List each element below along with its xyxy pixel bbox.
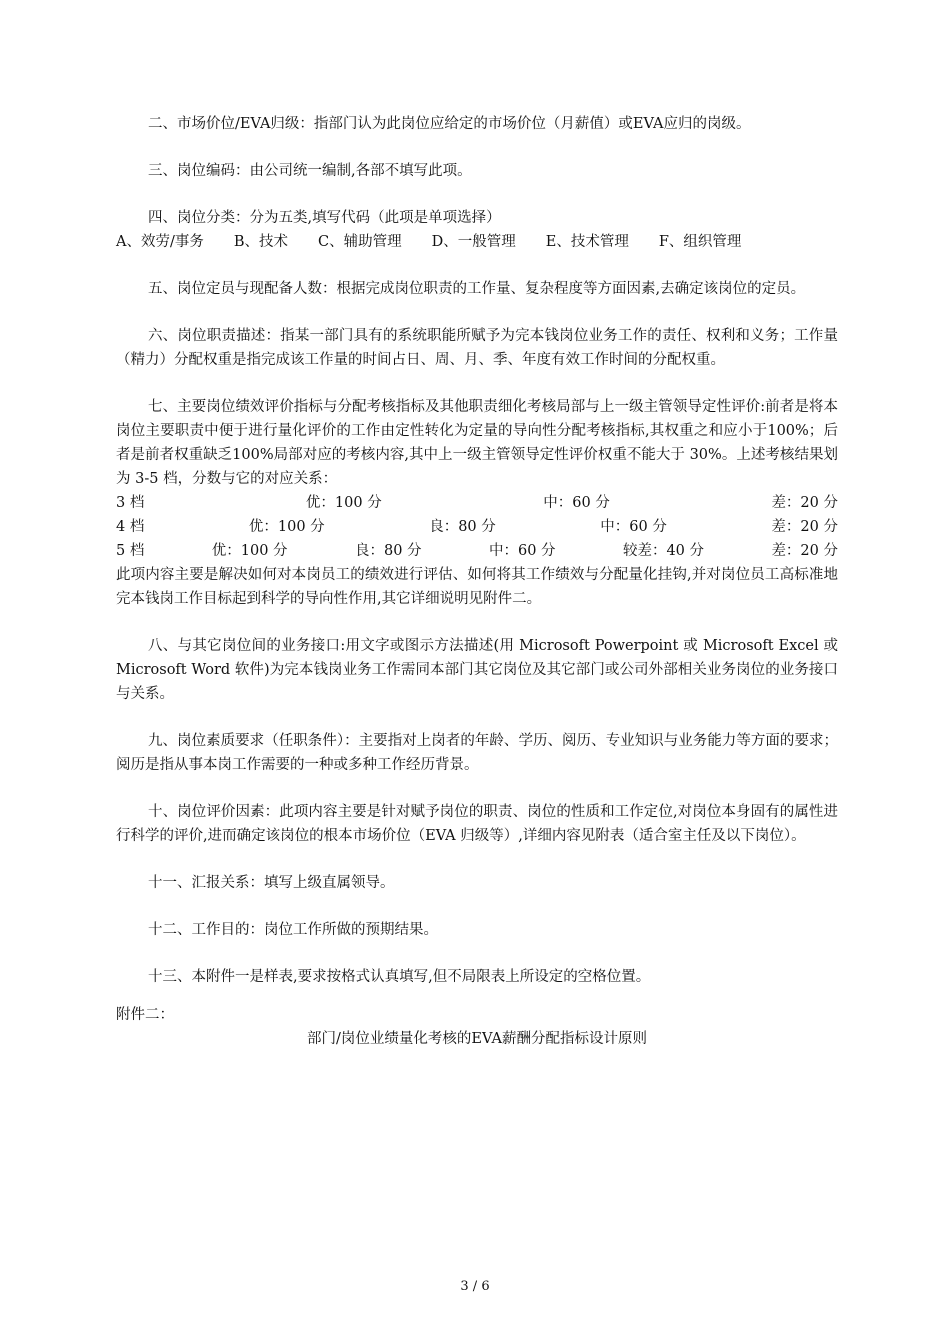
paragraph-qualifications	[116, 729, 838, 777]
paragraph-text: 十二、工作目的：岗位工作所做的预期结果。	[148, 922, 438, 938]
scale-row-4	[116, 515, 838, 539]
scale-cell: 较差：40 分	[622, 543, 705, 559]
category-list	[116, 230, 838, 254]
scale-cell: 5 档	[116, 543, 145, 559]
paragraph-text: 五、岗位定员与现配备人数：根据完成岗位职责的工作量、复杂程度等方面因素,去确定该岗位的定员。	[148, 281, 806, 297]
scale-row-3	[116, 491, 838, 515]
category-f: F、组织管理	[658, 234, 742, 250]
paragraph-text: 六、岗位职责描述：指某一部门具有的系统职能所赋予为完本钱岗位业务工作的责任、权利和义务；工作量（精力）分配权重是指完成该工作量的时间占日、周、月、季、年度有效工作时间的分配权重。	[116, 328, 838, 368]
paragraph-staffing	[116, 277, 838, 301]
page-number: 3 / 6	[460, 1279, 490, 1294]
scale-cell: 差：20 分	[771, 543, 838, 559]
paragraph-position-category	[116, 206, 838, 254]
scale-cell: 优：100 分	[248, 519, 325, 535]
scale-cell: 中：60 分	[488, 543, 556, 559]
category-e: E、技术管理	[545, 234, 629, 250]
paragraph-performance	[116, 395, 838, 611]
paragraph-reporting	[116, 871, 838, 895]
paragraph-text: 四、岗位分类：分为五类,填写代码（此项是单项选择）	[148, 210, 501, 226]
paragraph-text: 二、市场价位/EVA归级：指部门认为此岗位应给定的市场价位（月薪值）或EVA应归的岗级。	[148, 116, 751, 132]
paragraph-text: 三、岗位编码：由公司统一编制,各部不填写此项。	[148, 163, 472, 179]
scale-cell: 优：100 分	[211, 543, 288, 559]
paragraph-sample-note	[116, 965, 838, 989]
attachment-title: 部门/岗位业绩量化考核的EVA薪酬分配指标设计原则	[307, 1031, 647, 1047]
category-d: D、一般管理	[431, 234, 516, 250]
scale-cell: 优：100 分	[305, 495, 382, 511]
scale-cell: 3 档	[116, 495, 145, 511]
paragraph-position-code	[116, 159, 838, 183]
category-a: A、效劳/事务	[116, 234, 204, 250]
scale-row-5	[116, 539, 838, 563]
paragraph-interfaces	[116, 634, 838, 706]
paragraph-text: 十三、本附件一是样表,要求按格式认真填写,但不局限表上所设定的空格位置。	[148, 969, 651, 985]
paragraph-market-price	[116, 112, 838, 136]
paragraph-text: 九、岗位素质要求（任职条件）：主要指对上岗者的年龄、学历、阅历、专业知识与业务能力等方面的要求；阅历是指从事本岗工作需要的一种或多种工作经历背景。	[116, 733, 838, 773]
document-body	[116, 112, 838, 1051]
paragraph-text: 七、主要岗位绩效评价指标与分配考核指标及其他职责细化考核局部与上一级主管领导定性评价:前者是将本岗位主要职责中便于进行量化评价的工作由定性转化为定量的导向性分配考核指标,其权重之和应小于100%；后者是前者权重缺乏100%局部对应的考核内容,其中上一级主管领导定性评价权重不能大于 30%。上述考核结果划为 3-5 档，分数与它的对应关系：	[116, 399, 838, 487]
paragraph-purpose	[116, 918, 838, 942]
paragraph-duties	[116, 324, 838, 372]
paragraph-text: 十、岗位评价因素：此项内容主要是针对赋予岗位的职责、岗位的性质和工作定位,对岗位本身固有的属性进行科学的评价,进而确定该岗位的根本市场价位（EVA 归级等）,详细内容见附表（适合室主任及以下岗位）。	[116, 804, 838, 844]
category-c: C、辅助管理	[318, 234, 402, 250]
paragraph-text: 八、与其它岗位间的业务接口:用文字或图示方法描述(用 Microsoft Powerpoint 或 Microsoft Excel 或 Microsoft Word 软件)为完本钱岗业务工作需同本部门其它岗位及其它部门或公司外部相关业务岗位的业务接口与关系。	[116, 638, 838, 702]
category-b: B、技术	[233, 234, 289, 250]
paragraph-text: 此项内容主要是解决如何对本岗员工的绩效进行评估、如何将其工作绩效与分配量化挂钩,并对岗位员工高标准地完本钱岗工作目标起到科学的导向性作用,其它详细说明见附件二。	[116, 567, 838, 607]
paragraph-text: 十一、汇报关系：填写上级直属领导。	[148, 875, 395, 891]
scale-cell: 差：20 分	[771, 495, 838, 511]
paragraph-evaluation-factors	[116, 800, 838, 848]
scale-cell: 中：60 分	[600, 519, 667, 535]
scale-cell: 差：20 分	[771, 519, 838, 535]
scale-cell: 良：80 分	[354, 543, 422, 559]
scale-cell: 良：80 分	[429, 519, 496, 535]
scale-cell: 中：60 分	[543, 495, 610, 511]
scale-cell: 4 档	[116, 519, 145, 535]
attachment-label: 附件二：	[116, 1007, 174, 1023]
